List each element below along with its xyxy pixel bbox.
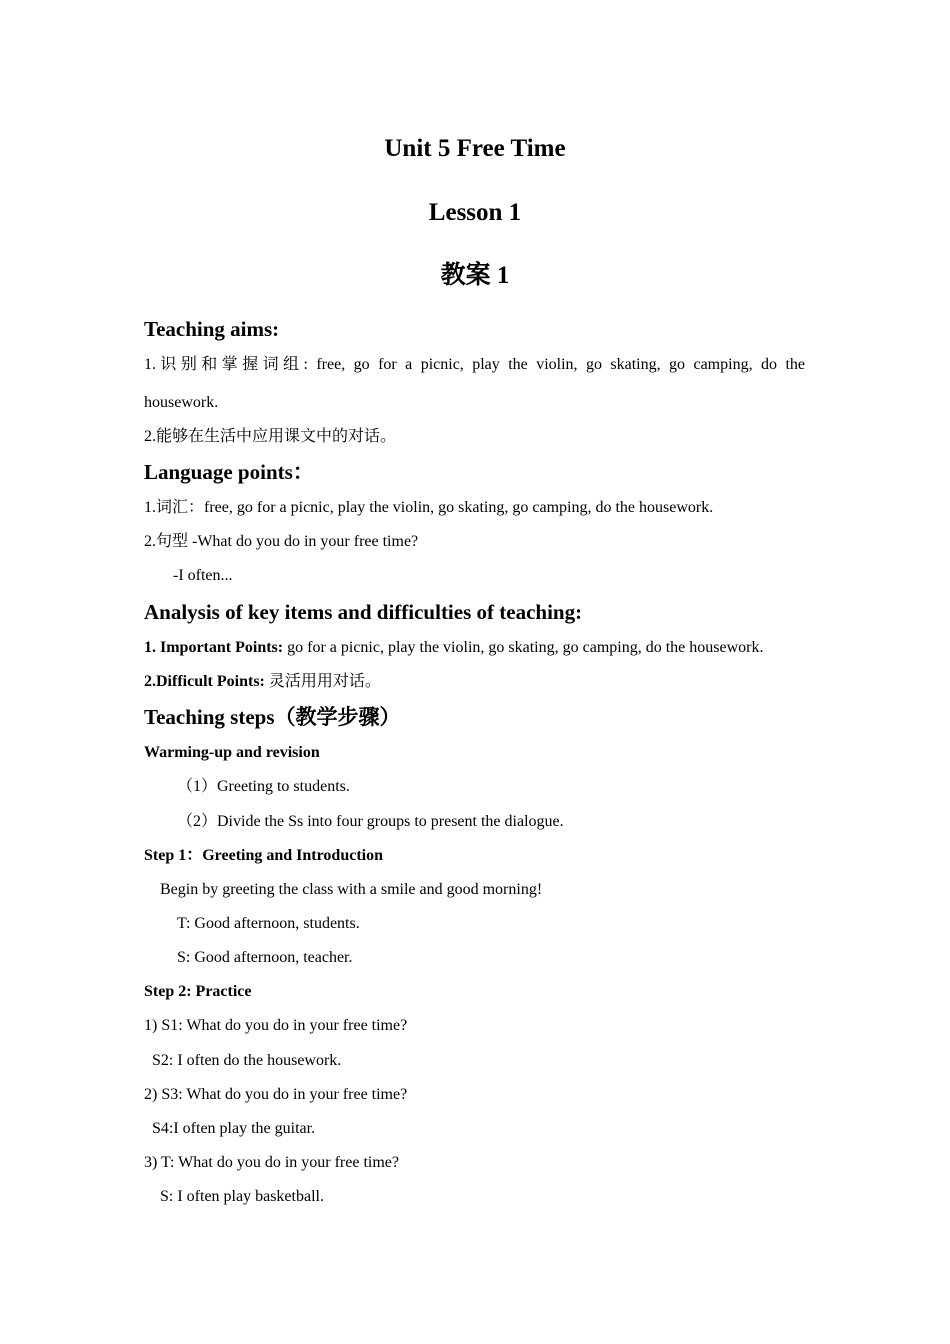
dialogue-3-question: 3) T: What do you do in your free time? (144, 1154, 399, 1171)
step2-heading (144, 982, 252, 1002)
step2-heading-text: Step 2: Practice (144, 983, 252, 1000)
warmup-heading (144, 743, 320, 763)
analysis-heading: Analysis of key items and difficulties of teaching: (144, 600, 583, 624)
language-points-vocabulary: 1.词汇：free, go for a picnic, play the violin, go skating, go camping, do the housework. (144, 499, 714, 516)
language-points-sentence-answer: -I often... (173, 567, 233, 584)
difficult-points-text: 灵活用用对话。 (264, 673, 381, 690)
warmup-item-2: （2）Divide the Ss into four groups to present the dialogue. (177, 813, 564, 830)
important-points (144, 638, 763, 658)
step1-line-1: Begin by greeting the class with a smile and good morning! (160, 881, 543, 898)
warmup-heading-text: Warming-up and revision (144, 744, 320, 761)
teaching-aims-item-2: 2.能够在生活中应用课文中的对话。 (144, 428, 397, 445)
dialogue-2-question: 2) S3: What do you do in your free time? (144, 1086, 408, 1103)
dialogue-1-question: 1) S1: What do you do in your free time? (144, 1017, 408, 1034)
teaching-aims-item-1: 1.识别和掌握词组: free, go for a picnic, play the violin, go skating, go camping, do the (144, 356, 805, 373)
step1-line-2: T: Good afternoon, students. (177, 915, 360, 932)
step1-heading-text: Step 1：Greeting and Introduction (144, 847, 383, 864)
important-points-text: go for a picnic, play the violin, go skating, go camping, do the housework. (283, 639, 764, 656)
dialogue-1-answer: S2: I often do the housework. (152, 1052, 342, 1069)
difficult-points-label: 2.Difficult Points: (144, 673, 265, 690)
dialogue-2-answer: S4:I often play the guitar. (152, 1120, 316, 1137)
lesson-title: Lesson 1 (428, 199, 522, 226)
lesson-plan-title: 教案 1 (440, 262, 510, 289)
difficult-points (144, 672, 381, 692)
warmup-item-1: （1）Greeting to students. (177, 778, 350, 795)
language-points-sentence: 2.句型 -What do you do in your free time? (144, 533, 419, 550)
teaching-aims-item-1-continued: housework. (144, 394, 219, 411)
dialogue-3-answer: S: I often play basketball. (160, 1188, 324, 1205)
teaching-steps-heading: Teaching steps（教学步骤） (144, 705, 401, 729)
teaching-aims-heading: Teaching aims: (144, 317, 280, 341)
unit-title: Unit 5 Free Time (384, 135, 566, 162)
step1-line-3: S: Good afternoon, teacher. (177, 949, 353, 966)
step1-heading (144, 846, 383, 866)
language-points-heading: Language points： (144, 460, 314, 484)
important-points-label: 1. Important Points: (144, 639, 284, 656)
